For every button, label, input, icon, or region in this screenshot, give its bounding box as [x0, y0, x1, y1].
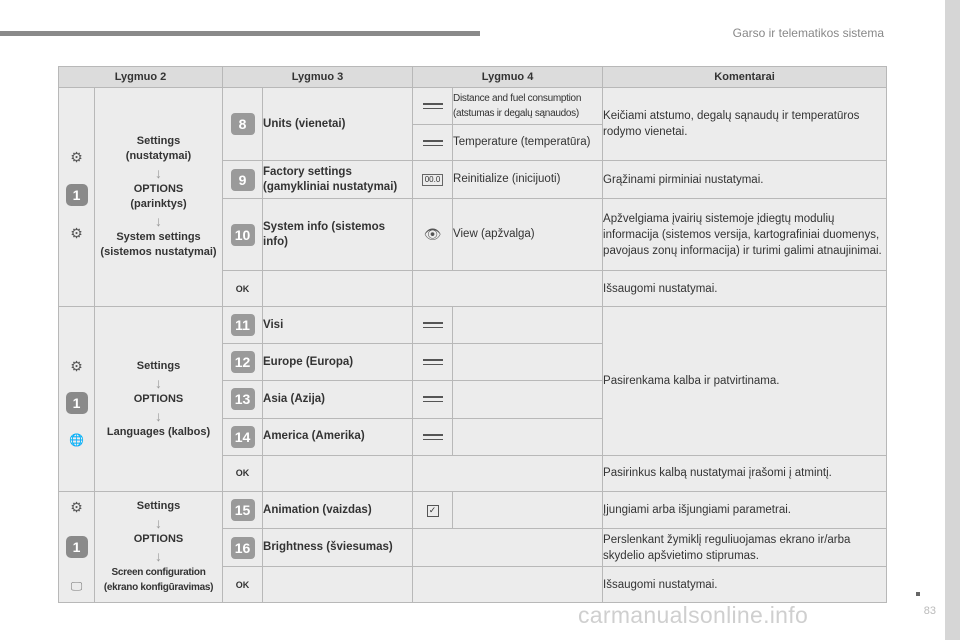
comment-cell: Pasirenkama kalba ir patvirtinama.	[603, 307, 887, 456]
empty-cell	[413, 529, 603, 567]
number-badge-cell	[223, 344, 263, 381]
number-badge: 13	[231, 388, 255, 410]
level4-icon-cell	[413, 344, 453, 381]
level2-sublabel: (nustatymai)	[125, 150, 192, 162]
checkbox-icon: ✓	[427, 505, 439, 517]
number-badge-cell	[223, 199, 263, 271]
option-bar-icon	[423, 322, 443, 328]
empty-cell	[453, 344, 603, 381]
level2-label: Settings	[136, 500, 181, 512]
level2-label: Screen configuration	[111, 567, 206, 578]
level2-cell	[95, 492, 223, 603]
empty-cell	[413, 455, 603, 491]
system-settings-icon: ⚙	[70, 225, 83, 241]
number-badge-cell	[223, 161, 263, 199]
empty-cell	[263, 455, 413, 491]
level3-label: America (Amerika)	[263, 418, 413, 455]
page-number: 83	[923, 605, 936, 617]
level3-label: Units (vienetai)	[263, 88, 413, 161]
column-header: Komentarai	[603, 67, 887, 88]
ok-label: OK	[223, 455, 263, 491]
level2-label: Settings	[136, 359, 181, 372]
level3-label: Factory settings (gamykliniai nustatymai)	[263, 161, 413, 199]
option-bar-icon	[423, 140, 443, 146]
option-bar-icon	[423, 434, 443, 440]
level4-label: View (apžvalga)	[453, 199, 603, 271]
category-icon-cell	[59, 88, 95, 307]
page-edge-strip	[945, 0, 960, 640]
empty-cell	[453, 307, 603, 344]
level2-label: Languages (kalbos)	[106, 425, 211, 438]
level4-icon-cell	[413, 307, 453, 344]
level3-label: Asia (Azija)	[263, 381, 413, 418]
column-header: Lygmuo 4	[413, 67, 603, 88]
level3-label: Visi	[263, 307, 413, 344]
level4-icon-cell	[413, 418, 453, 455]
level2-label: OPTIONS	[133, 392, 184, 405]
settings-table	[58, 66, 887, 603]
level2-label: OPTIONS	[133, 183, 184, 195]
empty-cell	[263, 271, 413, 307]
option-bar-icon	[423, 396, 443, 402]
page-marker	[916, 592, 920, 596]
level2-label: System settings	[116, 231, 201, 243]
level3-label: System info (sistemos info)	[263, 199, 413, 271]
comment-cell: Perslenkant žymiklį reguliuojamas ekrano ir/arba skydelio apšvietimo stiprumas.	[603, 529, 887, 567]
comment-cell: Išsaugomi nustatymai.	[603, 271, 887, 307]
level4-icon-cell	[413, 125, 453, 161]
eye-icon: 👁	[423, 226, 442, 242]
arrow-down-icon: ↓	[155, 165, 162, 181]
level4-label: Temperature (temperatūra)	[453, 125, 603, 161]
level2-sublabel: (parinktys)	[130, 198, 187, 210]
empty-cell	[453, 381, 603, 418]
category-icon-cell	[59, 492, 95, 603]
number-badge: 16	[231, 537, 255, 559]
level4-icon-cell	[413, 199, 453, 271]
screen-icon: 🖵	[70, 579, 83, 593]
level2-cell	[95, 88, 223, 307]
number-badge: 8	[231, 113, 255, 135]
category-badge: 1	[66, 536, 88, 558]
arrow-down-icon: ↓	[155, 213, 162, 229]
category-badge: 1	[66, 392, 88, 414]
level2-sublabel: (ekrano konfigūravimas)	[103, 582, 214, 593]
header-bar	[0, 31, 480, 36]
comment-cell: Įjungiami arba išjungiami parametrai.	[603, 492, 887, 529]
table-row	[59, 492, 887, 529]
number-badge: 9	[231, 169, 255, 191]
level4-icon-cell	[413, 88, 453, 125]
table-row	[59, 88, 887, 125]
level2-label: OPTIONS	[133, 533, 184, 545]
comment-cell: Keičiami atstumo, degalų sąnaudų ir temperatūros rodymo vienetai.	[603, 88, 887, 161]
number-badge: 11	[231, 314, 255, 336]
option-bar-icon	[423, 103, 443, 109]
settings-gear-icon: ⚙	[70, 149, 83, 165]
empty-cell	[263, 567, 413, 603]
level4-icon-cell	[413, 381, 453, 418]
settings-gear-icon: ⚙	[70, 358, 83, 374]
level3-label: Animation (vaizdas)	[263, 492, 413, 529]
arrow-down-icon: ↓	[155, 515, 162, 531]
level4-label: Reinitialize (inicijuoti)	[453, 161, 603, 199]
level3-label: Europe (Europa)	[263, 344, 413, 381]
comment-cell: Pasirinkus kalbą nustatymai įrašomi į atmintį.	[603, 455, 887, 491]
reset-icon: 00.0	[422, 174, 444, 186]
column-header: Lygmuo 2	[59, 67, 223, 88]
number-badge: 12	[231, 351, 255, 373]
settings-gear-icon: ⚙	[70, 499, 83, 515]
column-header: Lygmuo 3	[223, 67, 413, 88]
arrow-down-icon: ↓	[155, 374, 162, 391]
number-badge-cell	[223, 529, 263, 567]
level2-sublabel: (sistemos nustatymai)	[100, 246, 217, 258]
level2-cell	[95, 307, 223, 492]
empty-cell	[453, 418, 603, 455]
level4-label: Distance and fuel consumption (atstumas ir degalų sąnaudos)	[453, 88, 603, 125]
level4-icon-cell	[413, 161, 453, 199]
number-badge-cell	[223, 418, 263, 455]
comment-cell: Išsaugomi nustatymai.	[603, 567, 887, 603]
empty-cell	[453, 492, 603, 529]
number-badge-cell	[223, 88, 263, 161]
ok-label: OK	[223, 567, 263, 603]
empty-cell	[413, 271, 603, 307]
comment-cell: Apžvelgiama įvairių sistemoje įdiegtų modulių informacija (sistemos versija, kartografiniai duomenys, pavojaus zonų informacija) ir turimi galimi atnaujinimai.	[603, 199, 887, 271]
category-badge: 1	[66, 184, 88, 206]
number-badge: 14	[231, 426, 255, 448]
level2-label: Settings	[136, 135, 181, 147]
level4-icon-cell	[413, 492, 453, 529]
arrow-down-icon: ↓	[155, 548, 162, 564]
language-icon: 🌐	[69, 433, 84, 447]
ok-label: OK	[223, 271, 263, 307]
number-badge-cell	[223, 381, 263, 418]
table-row	[59, 307, 887, 344]
empty-cell	[413, 567, 603, 603]
number-badge-cell	[223, 307, 263, 344]
arrow-down-icon: ↓	[155, 407, 162, 424]
option-bar-icon	[423, 359, 443, 365]
comment-cell: Grąžinami pirminiai nustatymai.	[603, 161, 887, 199]
number-badge: 10	[231, 224, 255, 246]
page-header-title: Garso ir telematikos sistema	[732, 26, 884, 40]
number-badge-cell	[223, 492, 263, 529]
category-icon-cell	[59, 307, 95, 492]
level3-label: Brightness (šviesumas)	[263, 529, 413, 567]
watermark: carmanualsonline.info	[578, 602, 809, 628]
number-badge: 15	[231, 499, 255, 521]
table-header-row	[59, 67, 887, 88]
